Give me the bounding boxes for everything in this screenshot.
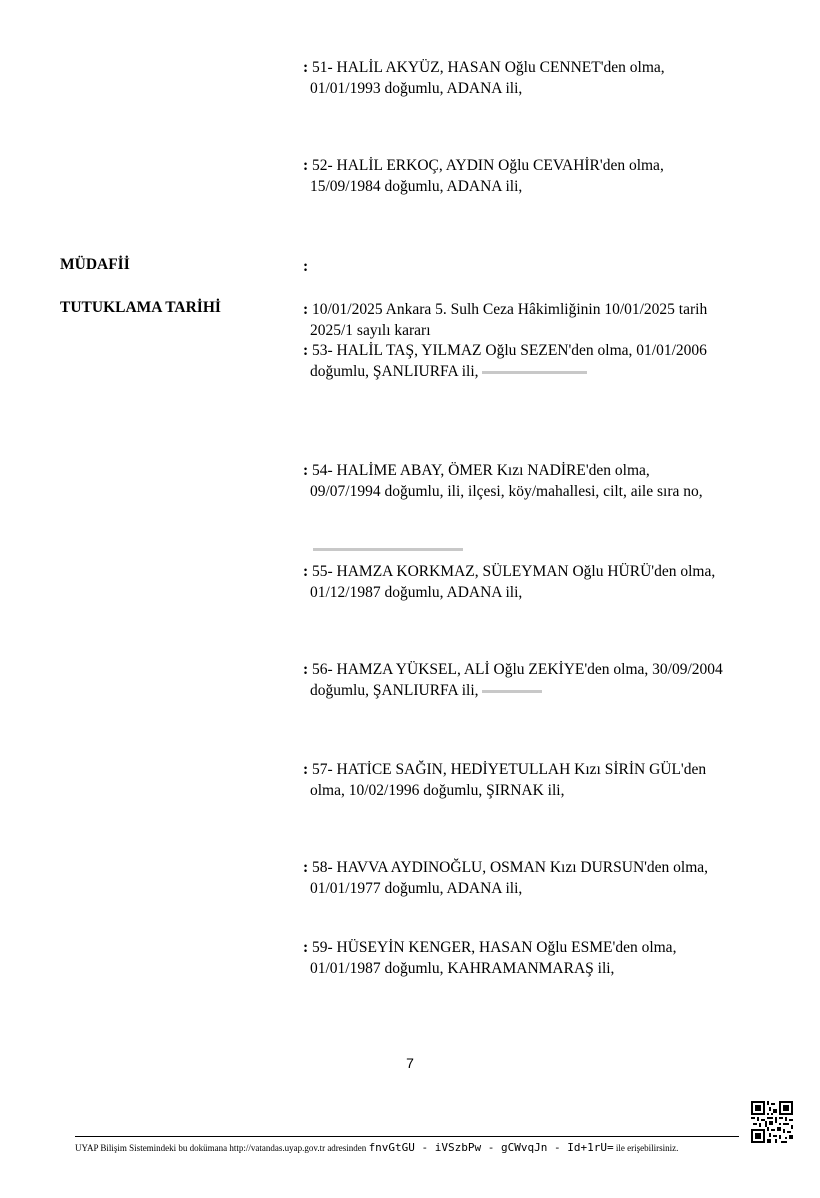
label-tutuklama-tarihi: TUTUKLAMA TARİHİ [60, 299, 221, 316]
entry-line: 01/01/1977 doğumlu, ADANA ili, [310, 880, 523, 897]
redaction-mark [313, 548, 463, 551]
footer-divider [75, 1136, 739, 1137]
redaction-mark [482, 690, 542, 693]
entry-line: 01/01/1987 doğumlu, KAHRAMANMARAŞ ili, [310, 960, 615, 977]
footer-verification-text: UYAP Bilişim Sistemindeki bu dokümana http://vatandas.uyap.gov.tr adresinden fnvGtGU - iVSzbPw - gCWvqJn - Id+1rU= ile erişebilirsiniz. [75, 1141, 679, 1154]
entry-56: : 56- HAMZA YÜKSEL, ALİ Oğlu ZEKİYE'den olma, 30/09/2004 doğumlu, ŞANLIURFA ili, [303, 661, 723, 699]
entry-51: : 51- HALİL AKYÜZ, HASAN Oğlu CENNET'den olma, 01/01/1993 doğumlu, ADANA ili, [303, 57, 773, 99]
entry-54: : 54- HALİME ABAY, ÖMER Kızı NADİRE'den olma, 09/07/1994 doğumlu, ili, ilçesi, köy/mahallesi, cilt, aile sıra no, [303, 460, 773, 502]
entry-57: : 57- HATİCE SAĞIN, HEDİYETULLAH Kızı SİRİN GÜL'den olma, 10/02/1996 doğumlu, ŞIRNAK ili, [303, 759, 773, 801]
mudafi-value: : [303, 258, 309, 275]
entry-53: : 53- HALİL TAŞ, YILMAZ Oğlu SEZEN'den olma, 01/01/2006 doğumlu, ŞANLIURFA ili, [303, 342, 707, 380]
entry-58: : 58- HAVVA AYDINOĞLU, OSMAN Kızı DURSUN'den olma, 01/01/1977 doğumlu, ADANA ili, [303, 857, 773, 899]
entry-line: 09/07/1994 doğumlu, ili, ilçesi, köy/mahallesi, cilt, aile sıra no, [310, 483, 703, 500]
entry-line: doğumlu, ŞANLIURFA ili, [310, 363, 479, 380]
entry-line: 55- HAMZA KORKMAZ, SÜLEYMAN Oğlu HÜRÜ'den olma, [312, 563, 716, 580]
entry-line: 01/01/1993 doğumlu, ADANA ili, [310, 80, 523, 97]
entry-line: 51- HALİL AKYÜZ, HASAN Oğlu CENNET'den olma, [312, 59, 665, 76]
qr-code-icon [751, 1101, 793, 1143]
entry-line: 57- HATİCE SAĞIN, HEDİYETULLAH Kızı SİRİN GÜL'den [312, 761, 707, 778]
entry-line: 59- HÜSEYİN KENGER, HASAN Oğlu ESME'den olma, [312, 939, 677, 956]
tutuklama-value: : 10/01/2025 Ankara 5. Sulh Ceza Hâkimliğinin 10/01/2025 tarih 2025/1 sayılı kararı [303, 299, 773, 341]
entry-55: : 55- HAMZA KORKMAZ, SÜLEYMAN Oğlu HÜRÜ'den olma, 01/12/1987 doğumlu, ADANA ili, [303, 561, 773, 603]
redaction-mark [482, 371, 587, 374]
label-mudafi: MÜDAFİİ [60, 256, 130, 273]
entry-line: 2025/1 sayılı kararı [310, 322, 431, 339]
verification-code: fnvGtGU - iVSzbPw - gCWvqJn - Id+1rU= [368, 1141, 614, 1154]
entry-line: 56- HAMZA YÜKSEL, ALİ Oğlu ZEKİYE'den olma, 30/09/2004 [312, 661, 723, 678]
entry-line: 58- HAVVA AYDINOĞLU, OSMAN Kızı DURSUN'den olma, [312, 859, 709, 876]
entry-52: : 52- HALİL ERKOÇ, AYDIN Oğlu CEVAHİR'den olma, 15/09/1984 doğumlu, ADANA ili, [303, 155, 773, 197]
entry-line: olma, 10/02/1996 doğumlu, ŞIRNAK ili, [310, 782, 565, 799]
entry-line: 01/12/1987 doğumlu, ADANA ili, [310, 584, 523, 601]
entry-line: 52- HALİL ERKOÇ, AYDIN Oğlu CEVAHİR'den olma, [312, 157, 664, 174]
entry-59: : 59- HÜSEYİN KENGER, HASAN Oğlu ESME'den olma, 01/01/1987 doğumlu, KAHRAMANMARAŞ ili, [303, 937, 773, 979]
entry-line: 10/01/2025 Ankara 5. Sulh Ceza Hâkimliğinin 10/01/2025 tarih [312, 301, 708, 318]
entry-line: 15/09/1984 doğumlu, ADANA ili, [310, 178, 523, 195]
entry-line: 54- HALİME ABAY, ÖMER Kızı NADİRE'den olma, [312, 462, 650, 479]
entry-line: 53- HALİL TAŞ, YILMAZ Oğlu SEZEN'den olma, 01/01/2006 [312, 342, 707, 359]
page-number: 7 [406, 1055, 414, 1071]
entry-line: doğumlu, ŞANLIURFA ili, [310, 682, 479, 699]
